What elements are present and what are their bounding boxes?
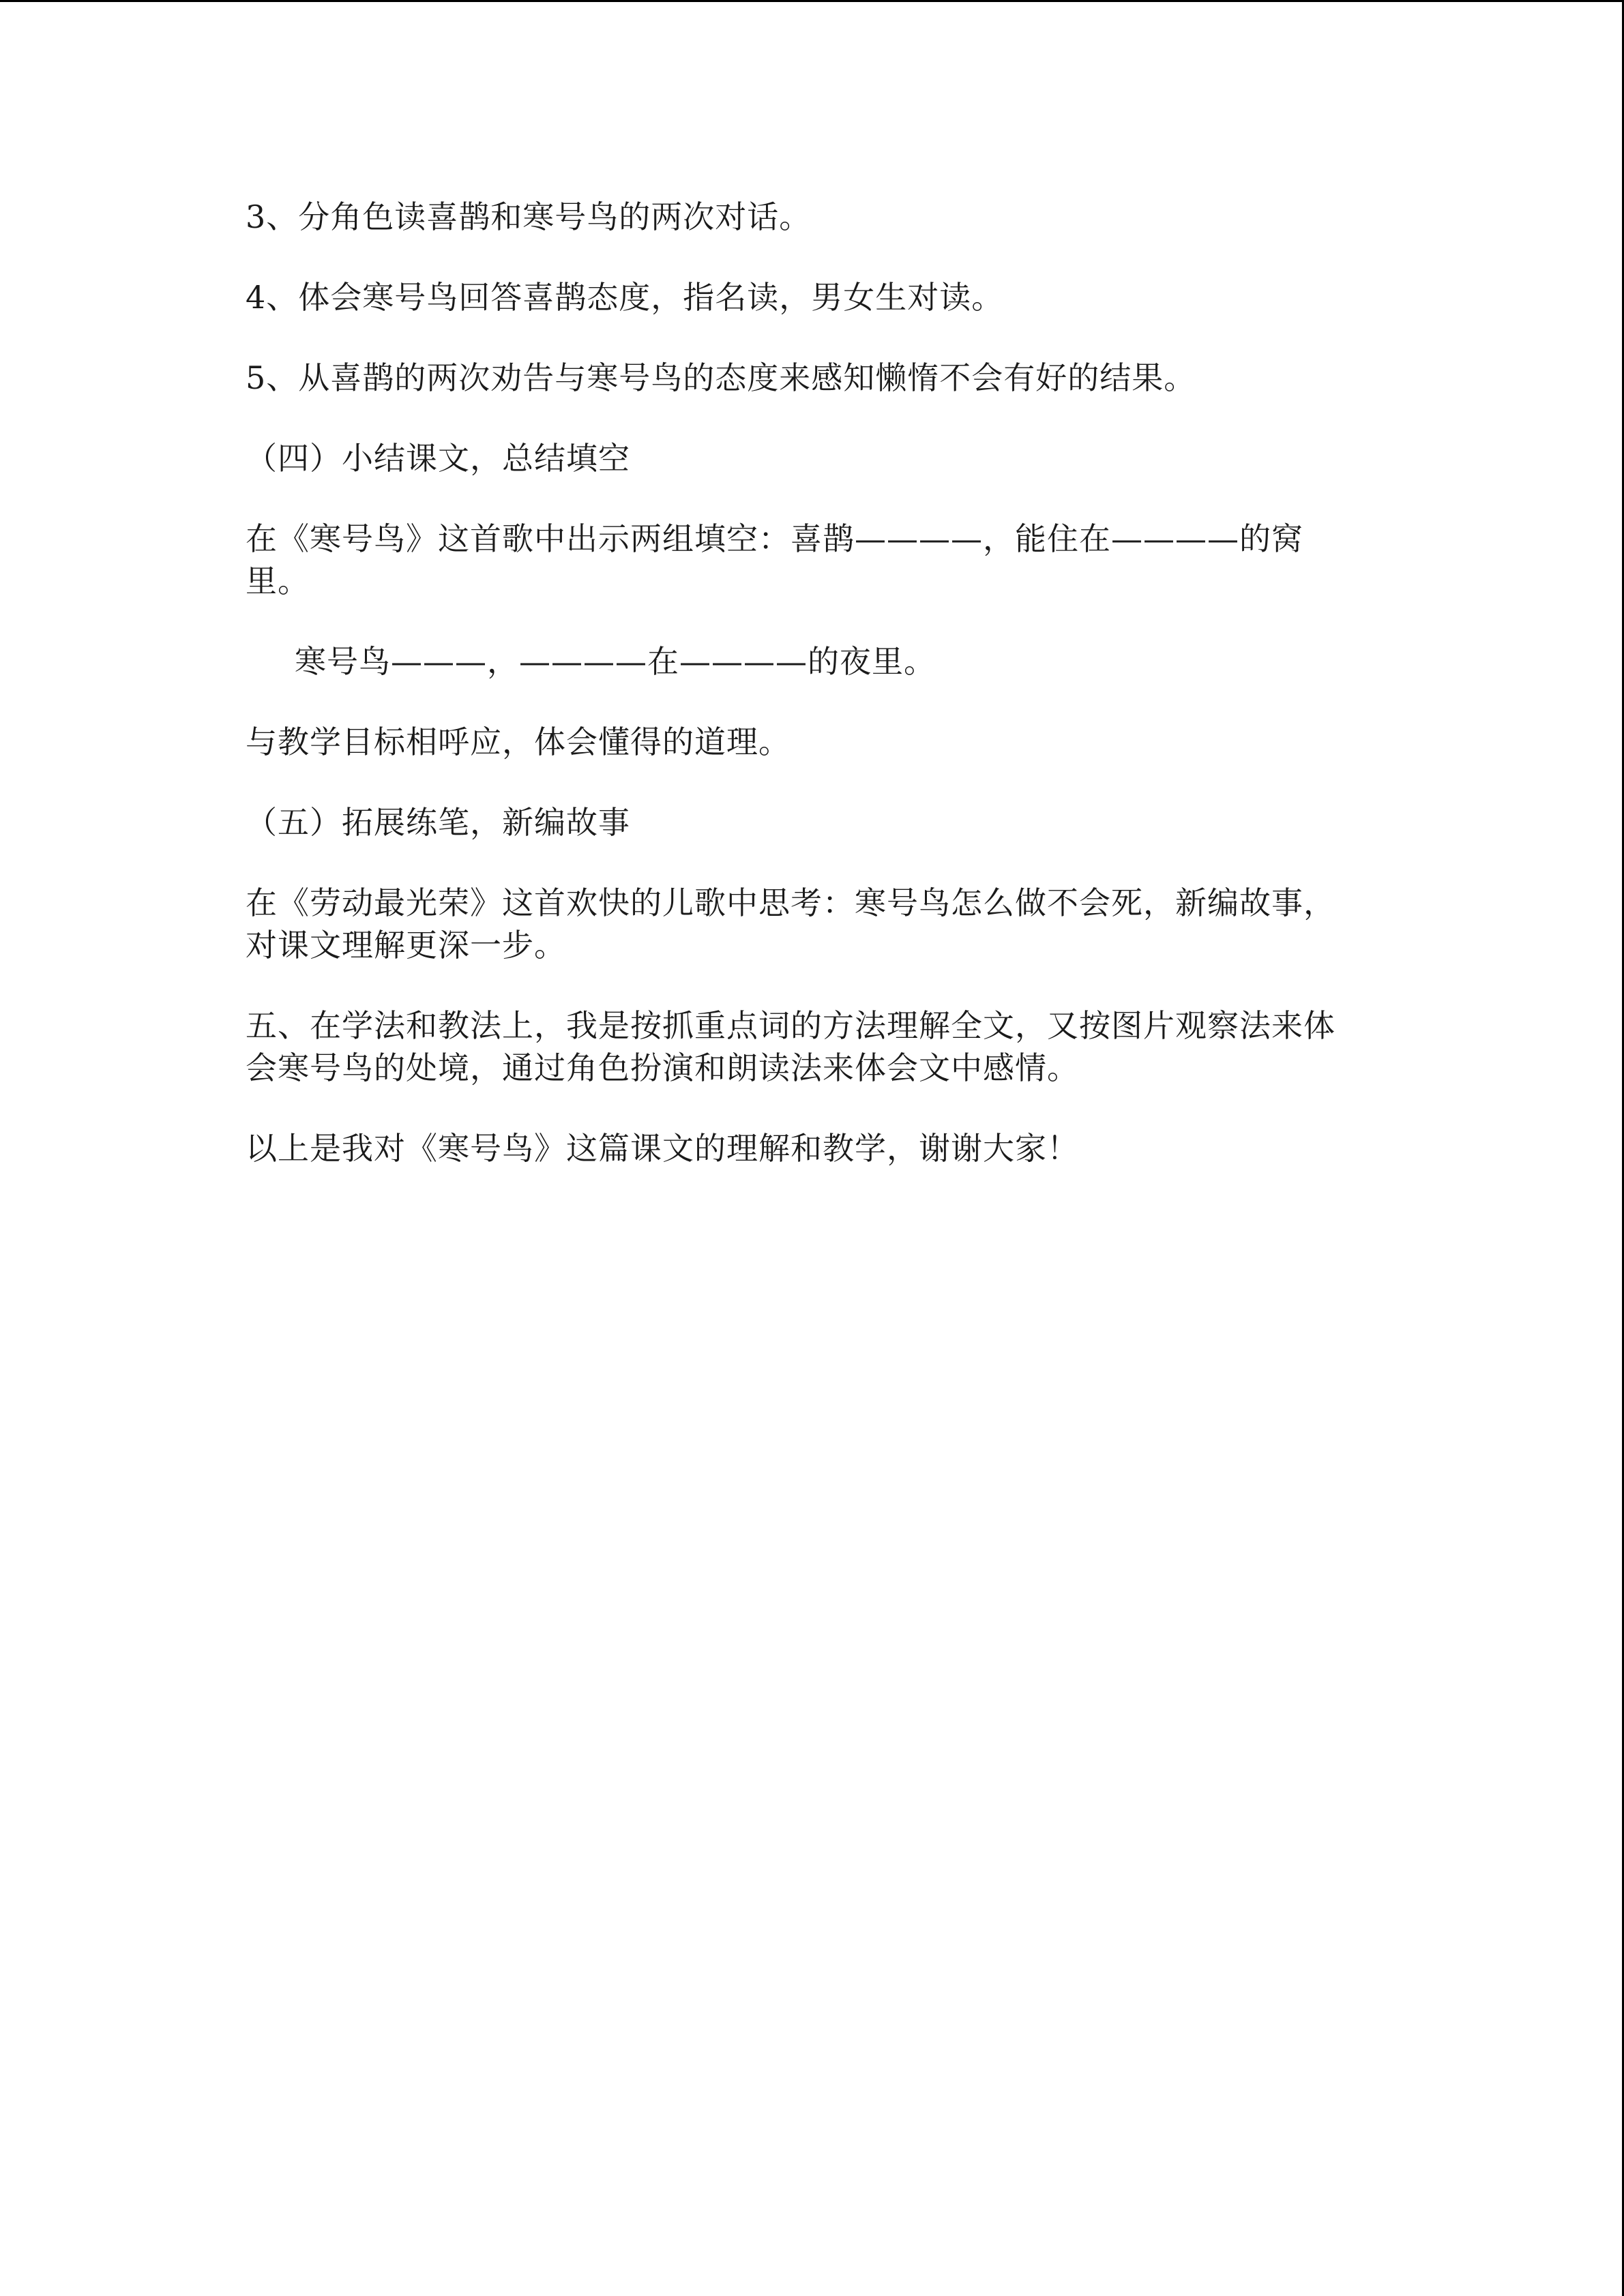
document-body <box>246 196 1364 1208</box>
section-heading-four: （四）小结课文，总结填空 <box>246 440 630 477</box>
paragraph-methods: 五、在学法和教法上，我是按抓重点词的方法理解全文，又按图片观察法来体会寒号鸟的处境，通过角色扮演和朗读法来体会文中感情。 <box>246 1007 1335 1086</box>
paragraph-step-3: 3、分角色读喜鹊和寒号鸟的两次对话。 <box>246 198 812 235</box>
paragraph-step-4: 4、体会寒号鸟回答喜鹊态度，指名读，男女生对读。 <box>246 279 1004 316</box>
paragraph-fill-blank-hanhaoniao: 寒号鸟———，————在————的夜里。 <box>295 643 936 680</box>
paragraph-fill-blank-magpie: 在《寒号鸟》这首歌中出示两组填空：喜鹊————，能住在————的窝里。 <box>246 520 1303 599</box>
paragraph-step-5: 5、从喜鹊的两次劝告与寒号鸟的态度来感知懒惰不会有好的结果。 <box>246 359 1196 396</box>
paragraph-new-story: 在《劳动最光荣》这首欢快的儿歌中思考：寒号鸟怎么做不会死，新编故事，对课文理解更深一步。 <box>246 884 1335 964</box>
paragraph-teaching-goal: 与教学目标相呼应，体会懂得的道理。 <box>246 724 791 760</box>
paragraph-closing: 以上是我对《寒号鸟》这篇课文的理解和教学，谢谢大家！ <box>246 1130 1079 1167</box>
section-heading-five: （五）拓展练笔，新编故事 <box>246 804 630 841</box>
